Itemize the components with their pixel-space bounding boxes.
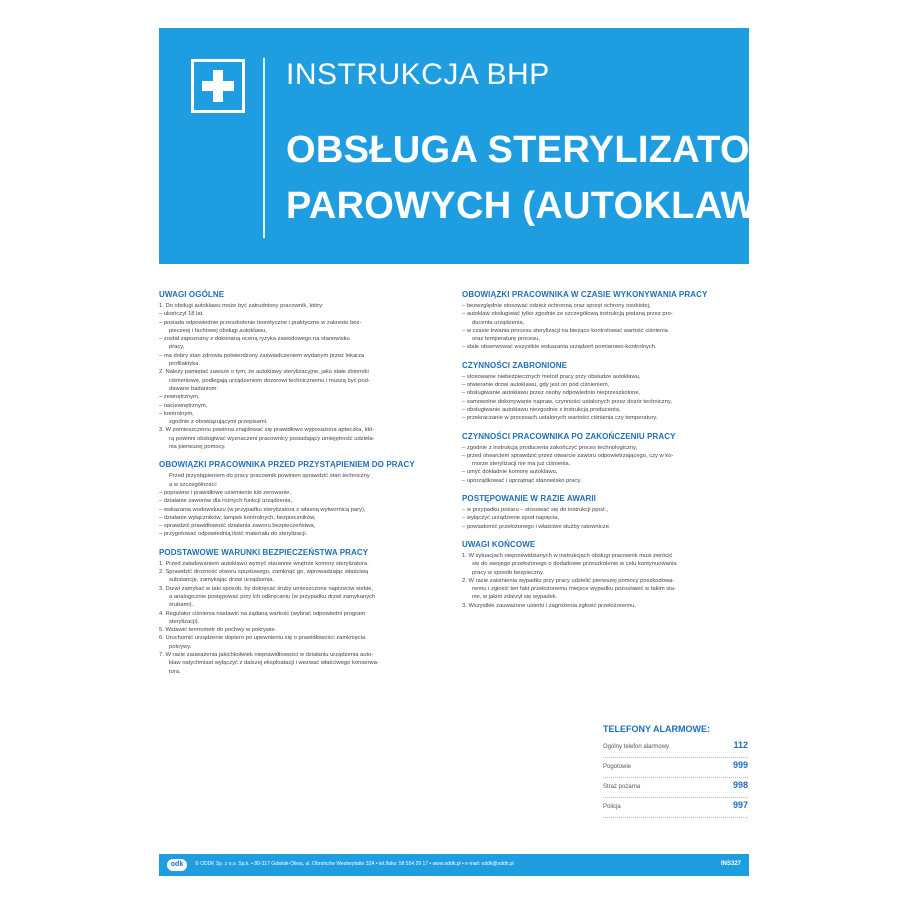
section-heading: CZYNNOŚCI ZABRONIONE	[462, 360, 568, 370]
section-item: – kontrolnym,	[159, 410, 194, 417]
section-items	[462, 373, 747, 423]
section-item: nia pierwszej pomocy.	[169, 444, 226, 451]
phone-label: Ogólny telefon alarmowy	[603, 744, 670, 750]
section-item: – wyłączyć urządzenie spod napięcia,	[462, 515, 559, 522]
header-subtitle: INSTRUKCJA BHP	[286, 58, 550, 91]
phone-label: Pogotowie	[603, 764, 632, 770]
footer-contact: © ODDK Sp. z o.o. Sp.k. • 80-317 Gdańsk-Oliwa, ul. Obrońców Westerplatte 32A • tel./faks: 58 554 29 17 • www.oddk.pl • e-mail: oddk@oddk.pl	[195, 861, 514, 867]
phone-label: Straż pożarna	[603, 784, 641, 790]
phones-title: TELEFONY ALARMOWE:	[603, 724, 710, 734]
section-item: 7. W razie zauważenia jakichkolwiek nieprawidłowości w działaniu urządzenia auto-	[159, 651, 374, 658]
phone-number: 998	[732, 780, 748, 790]
section-item: – stosowanie niebezpiecznych metod pracy przy obsłudze autoklawu,	[462, 373, 641, 380]
section-item: – samowolne dokonywanie napraw, czynności ustalonych przez dozór techniczny,	[462, 398, 672, 405]
section-items	[159, 472, 444, 538]
section-item: pieczeej i fachowej obsługi autoklawu,	[169, 327, 267, 334]
section-item: – sprawdzić prawidłowość działania zaworu bezpieczeństwa,	[159, 523, 316, 530]
section-item: 2. Należy pamiętać zawsze o tym, że autoklawy sterylizacyjne, jako stałe zbiorniki	[159, 369, 369, 376]
header-banner	[159, 28, 844, 264]
left-column	[159, 290, 444, 685]
section-item: – otwieranie drzwi autoklawu, gdy jest on pod ciśnieniem,	[462, 382, 610, 389]
section-item: ciśnieniowe, podlegają urządzeniom dozorowi technicznemu i muszą być pod-	[169, 377, 370, 384]
section-item: morze sterylizacji nie ma już ciśnienia,	[472, 461, 571, 468]
section-item: 2. W razie zaistnienia wypadku przy pracy udzielić pierwszej pomocy poszkodowa-	[462, 577, 675, 584]
section-item: – obsługiwanie autoklawu niezgodnie z instrukcją producenta,	[462, 406, 621, 413]
section-items	[159, 302, 444, 451]
section-heading: UWAGI KOŃCOWE	[462, 539, 536, 549]
section-item: – autoklaw obsługiwać tylko zgodnie ze szczegółową instrukcją podaną przez pro-	[462, 311, 673, 318]
section-item: pokrywy.	[169, 643, 192, 650]
section-warunki-bezpieczenstwa	[159, 548, 444, 676]
section-item: oraz temperaturę procesu,	[472, 336, 540, 343]
section-item: – posiada odpowiednie przeszkolenie teoretyczne i praktyczne w zakresie bez-	[159, 319, 362, 326]
section-item: – wskazania wodowskazu (w przypadku sterylizatora z własną wytwornicą pary),	[159, 506, 366, 513]
section-item: sterylizacji).	[169, 618, 200, 625]
section-item: 3. Wszystkie zauważone usterki i zagrożenia zgłosić przełożonemu.	[462, 602, 636, 609]
section-item: – naciewnętrznym,	[159, 402, 208, 409]
section-item: – działanie zaworów dla różnych funkcji urządzenia,	[159, 498, 293, 505]
section-item: się do swojego przełożonego o dodatkowe przeszkolenie w celu kontynuowania	[472, 561, 677, 568]
header-divider	[263, 58, 265, 238]
section-item: śrubami).	[169, 602, 194, 609]
section-item: – poprawne i prawidłowe uziemienie lub zerowanie,	[159, 489, 292, 496]
section-item: pracy,	[169, 344, 185, 351]
section-items	[462, 552, 747, 610]
section-heading: POSTĘPOWANIE W RAZIE AWARII	[462, 494, 596, 504]
header-title-line-2: PAROWYCH (AUTOKLAWÓW)	[286, 185, 836, 227]
section-item: – działanie wyłączników, lampek kontrolnych, bezpieczników,	[159, 514, 316, 521]
phone-number: 997	[732, 800, 748, 810]
section-item: – przekraczanie w procesach ustalonych wartości ciśnienia czy temperatury.	[462, 415, 658, 422]
section-heading: UWAGI OGÓLNE	[159, 290, 225, 299]
section-item: – przed otwarciem sprawdzić przez otwarcie zaworu odpowietrzającego, czy w ko-	[462, 452, 674, 459]
section-item: substancję, zamykając drzwi urządzenia.	[169, 577, 275, 584]
section-item: ducenta urządzenia,	[472, 319, 525, 326]
document-code: INS327	[720, 861, 741, 867]
section-item: profilaktyka.	[169, 361, 200, 368]
section-item: a analogicznie postępować przy ich odkręcaniu (w przypadku drzwi zamykanych	[169, 593, 376, 600]
section-item: zgodnie z obowiązującymi przepisami.	[169, 419, 268, 426]
footer-bar	[159, 854, 749, 876]
phone-number: 999	[732, 760, 748, 770]
section-item: 1. W sytuacjach nieprzewidzianych w instrukcjach obsługi pracownik musi zwrócić	[462, 552, 673, 559]
section-item: tora.	[169, 668, 181, 675]
section-item: 6. Uruchomić urządzenie dopiero po upewnieniu się o prawidłowości zamknięcia	[159, 635, 366, 642]
section-heading: OBOWIĄZKI PRACOWNIKA W CZASIE WYKONYWANIA PRACY	[462, 290, 708, 299]
medical-cross-icon	[191, 59, 245, 113]
section-items	[462, 302, 747, 352]
section-item: – w czasie trwania procesu sterylizacji na bieżąco kontrolować wartość ciśnienia	[462, 327, 668, 334]
section-item: Przed przystąpieniem do pracy pracownik powinien sprawdzić stan techniczny	[169, 473, 370, 480]
section-item: nemu i zgłosić ten fakt przełożonemu miejsce wypadku pozostawić w takim sta-	[472, 586, 676, 593]
section-item: – w przypadku pożaru – stosować się do instrukcji ppoż.,	[462, 507, 608, 514]
section-w-czasie-pracy	[462, 290, 747, 352]
phone-row	[603, 760, 748, 778]
section-item: dawane badaniom:	[169, 385, 218, 392]
emergency-phones	[603, 724, 748, 820]
section-item: 3. Drzwi zamykać w taki sposób, by dokręcać śruby umieszczone naprzeciw siebie,	[159, 585, 373, 592]
section-po-zakonczeniu	[462, 432, 747, 485]
section-item: pracy w sposób bezpieczny.	[472, 569, 545, 576]
section-item: nie, w jakim zdarzył się wypadek.	[472, 594, 558, 601]
section-item: – bezwzględnie stosować odzież ochronną oraz sprzęt ochrony osobistej,	[462, 303, 651, 309]
phone-number: 112	[733, 740, 748, 750]
section-item: 3. W pomieszczeniu powinna znajdować się prawidłowo wyposażona apteczka, któ-	[159, 427, 375, 434]
phone-label: Policja	[603, 804, 621, 810]
oddk-logo: odk	[167, 859, 187, 871]
section-item: – uporządkować i uprzątnąć stanowisko pracy.	[462, 477, 582, 484]
section-przed-praca	[159, 460, 444, 538]
section-uwagi-ogolne	[159, 290, 444, 451]
section-item: 1. Przed załadowaniem autoklawu wymyć starannie wnętrze komory sterylizatora.	[159, 560, 369, 567]
header-title-line-1: OBSŁUGA STERYLIZATORÓW	[286, 129, 844, 171]
poster	[159, 28, 844, 878]
section-item: 4. Regulator ciśnienia nastawić na żądaną wartość (wybrać odpowiedni program	[159, 610, 366, 617]
section-item: – umyć dokładnie komorę autoklawu,	[462, 469, 558, 476]
right-column	[462, 290, 747, 619]
section-item: klaw natychmiast wyłączyć z dalszej eksploatacji i wezwać właściwego konserwa-	[169, 660, 379, 667]
section-heading: CZYNNOŚCI PRACOWNIKA PO ZAKOŃCZENIU PRACY	[462, 431, 676, 441]
section-w-razie-awarii	[462, 494, 747, 531]
section-items	[462, 506, 747, 531]
header-title	[286, 122, 844, 234]
section-items	[159, 560, 444, 676]
section-item: – stale obserwować wszystkie wskazania urządzeń pomiarowo-kontrolnych.	[462, 344, 657, 351]
phone-row	[603, 800, 748, 818]
section-item: – przygotować odpowiednią ilość materiału do sterylizacji.	[159, 531, 308, 538]
section-heading: PODSTAWOWE WARUNKI BEZPIECZEŃSTWA PRACY	[159, 547, 369, 557]
section-item: – zgodnie z instrukcją producenta zakończyć proces technologiczny,	[462, 444, 638, 451]
section-item: 1. Do obsługi autoklawu może być zatrudniony pracownik, który:	[159, 303, 324, 309]
section-items	[462, 444, 747, 485]
section-heading: OBOWIĄZKI PRACOWNIKA PRZED PRZYSTĄPIENIEM DO PRACY	[159, 460, 415, 470]
section-item: 5. Wstawić termometr do pochwy w pokrywie.	[159, 627, 277, 634]
section-item: rą powinni obsługiwać wyznaczeni pracownicy posiadający umiejętność udziela-	[169, 435, 375, 442]
section-item: 2. Sprawdzić drożność otworu spustowego, zamknąć go, wprowadzając właściwą	[159, 569, 369, 576]
phone-row	[603, 740, 748, 758]
section-uwagi-koncowe	[462, 540, 747, 610]
section-item: – został zapoznany z dokonaną oceną ryzyka zawodowego na stanowisku	[159, 336, 350, 343]
section-item: – ma dobry stan zdrowia potwierdzony zaświadczeniem wydanym przez lekarza	[159, 352, 365, 359]
section-czynnosci-zabronione	[462, 361, 747, 423]
section-item: – ukończył 18 lat,	[159, 311, 204, 318]
phone-row	[603, 780, 748, 798]
section-item: – zewnętrznym,	[159, 394, 200, 401]
section-item: – obsługiwanie autoklawu przez osoby odpowiednio nieprzeszkolone,	[462, 390, 641, 397]
section-item: – powiadomić przełożonego i właściwe służby ratownicze.	[462, 523, 611, 530]
section-item: a w szczególności:	[169, 481, 218, 488]
